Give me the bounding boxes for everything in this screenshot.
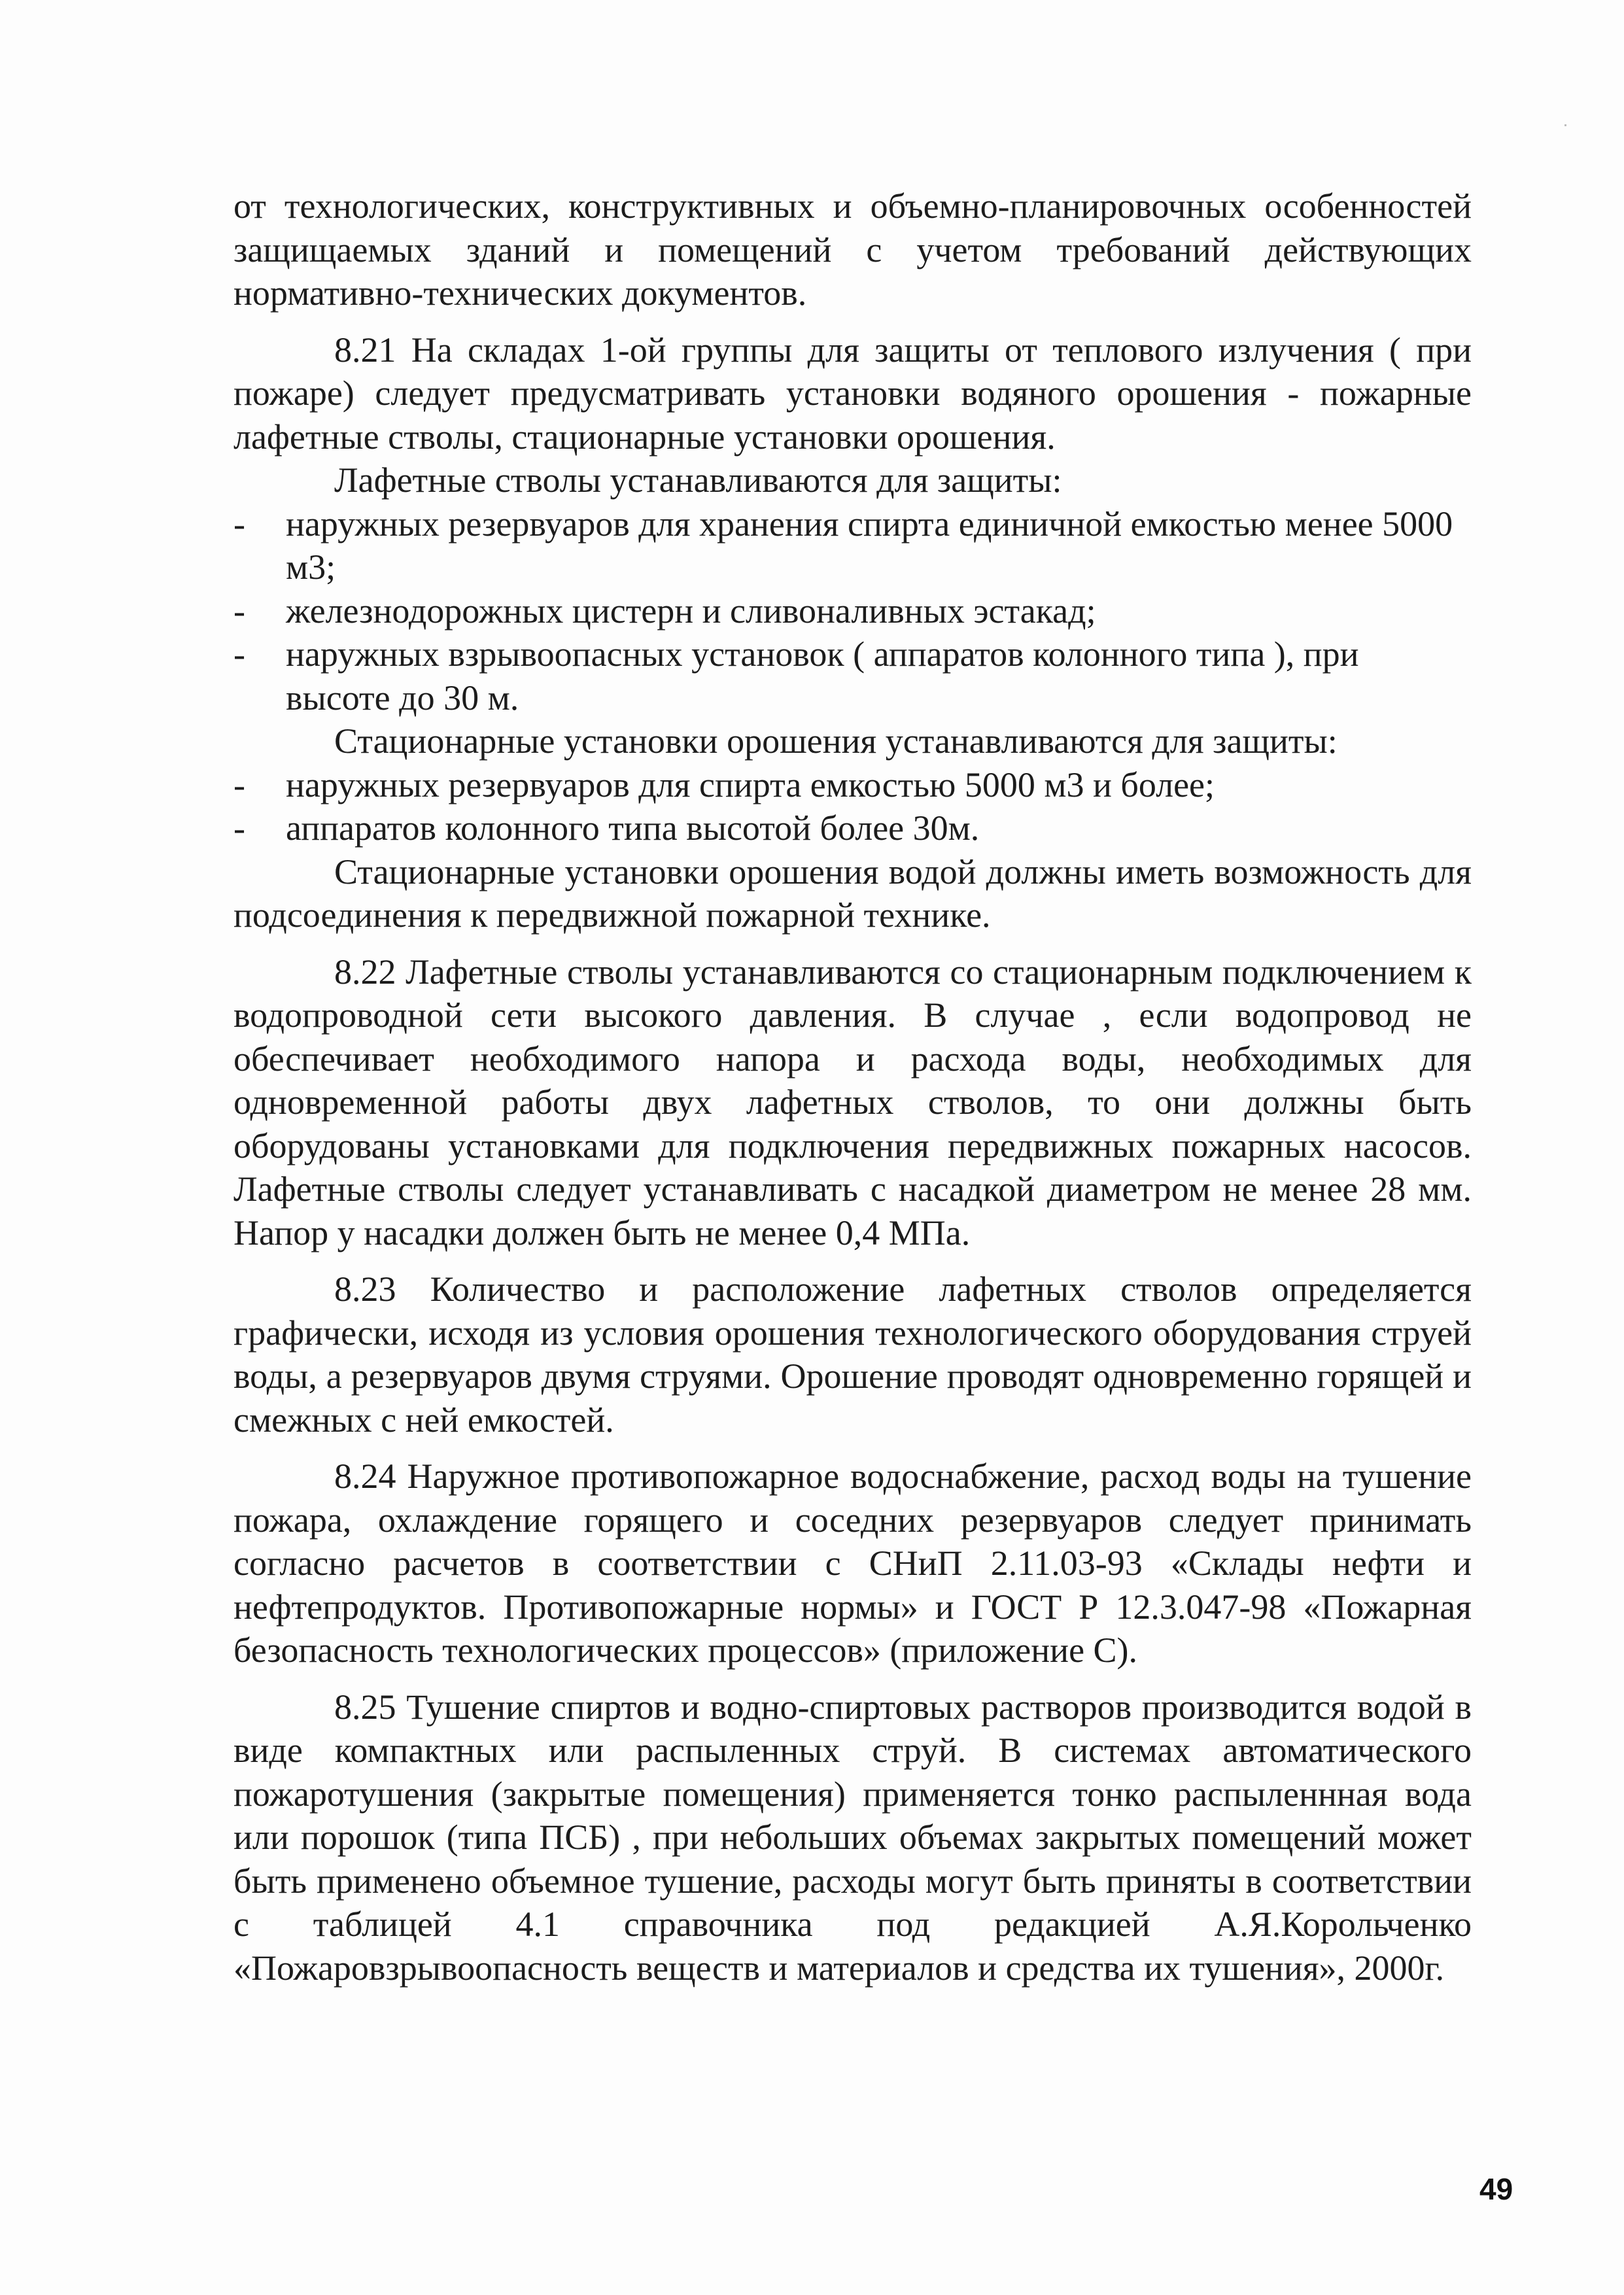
section-8-25: 8.25 Тушение спиртов и водно-спиртовых растворов производится водой в виде компактных или распыленных струй. В системах автоматического пожаротушения (закрытые помещения) применяется тонко распыленнная вода или порошок (типа ПСБ) , при небольших объемах закрытых помещений может быть применено объемное тушение, расходы могут быть приняты в соответствии с таблицей 4.1 справочника под редакцией А.Я.Корольченко «Пожаровзрывоопасность веществ и материалов и средства их тушения», 2000г. xyxy=(233,1687,1472,1988)
dash-marker: - xyxy=(233,808,245,848)
section-8-21: 8.21 На складах 1-ой группы для защиты от теплового излучения ( при пожаре) следует предусматривать установки водяного орошения - пожарные лафетные стволы, стационарные установки орошения. xyxy=(233,330,1472,457)
list2-item-text: аппаратов колонного типа высотой более 30м. xyxy=(286,808,980,848)
section-8-24: 8.24 Наружное противопожарное водоснабжение, расход воды на тушение пожара, охлаждение горящего и соседних резервуаров следует принимать согласно расчетов в соответствии с СНиП 2.11.03-93 «Склады нефти и нефтепродуктов. Противопожарные нормы» и ГОСТ Р 12.3.047-98 «Пожарная безопасность технологических процессов» (приложение С). xyxy=(233,1457,1472,1670)
dash-marker: - xyxy=(233,591,245,630)
list1-item xyxy=(233,589,1472,633)
page-number: 49 xyxy=(1479,2172,1513,2206)
list1-item-text: наружных резервуаров для хранения спирта единичной емкостью менее 5000 м3; xyxy=(286,504,1453,587)
list2-item xyxy=(233,806,1472,850)
dash-marker: - xyxy=(233,634,245,674)
dash-marker: - xyxy=(233,765,245,804)
list1-item xyxy=(233,502,1472,589)
list1-heading: Лафетные стволы устанавливаются для защиты: xyxy=(334,460,1062,500)
list1-item xyxy=(233,632,1472,719)
scan-speck xyxy=(1564,124,1566,126)
intro-paragraph: от технологических, конструктивных и объемно-планировочных особенностей защищаемых зданий и помещений с учетом требований действующих нормативно-технических документов. xyxy=(233,186,1472,313)
list2-item-text: наружных резервуаров для спирта емкостью 5000 м3 и более; xyxy=(286,765,1215,804)
section-8-22: 8.22 Лафетные стволы устанавливаются со стационарным подключением к водопроводной сети высокого давления. В случае , если водопровод не обеспечивает необходимого напора и расхода воды, необходимых для одновременной работы двух лафетных стволов, то они должны быть оборудованы установками для подключения передвижных пожарных насосов. Лафетные стволы следует устанавливать с насадкой диаметром не менее 28 мм. Напор у насадки должен быть не менее 0,4 МПа. xyxy=(233,952,1472,1252)
dash-marker: - xyxy=(233,504,245,544)
list1-item-text: железнодорожных цистерн и сливоналивных эстакад; xyxy=(286,591,1096,630)
section-8-21-closing: Стационарные установки орошения водой должны иметь возможность для подсоединения к передвижной пожарной технике. xyxy=(233,852,1472,935)
document-body xyxy=(233,184,1472,1990)
section-8-23: 8.23 Количество и расположение лафетных стволов определяется графически, исходя из условия орошения технологического оборудования струей воды, а резервуаров двумя струями. Орошение проводят одновременно горящей и смежных с ней емкостей. xyxy=(233,1269,1472,1440)
list2-heading: Стационарные установки орошения устанавливаются для защиты: xyxy=(334,721,1338,761)
list1-item-text: наружных взрывоопасных установок ( аппаратов колонного типа ), при высоте до 30 м. xyxy=(286,634,1359,717)
list2-item xyxy=(233,763,1472,807)
